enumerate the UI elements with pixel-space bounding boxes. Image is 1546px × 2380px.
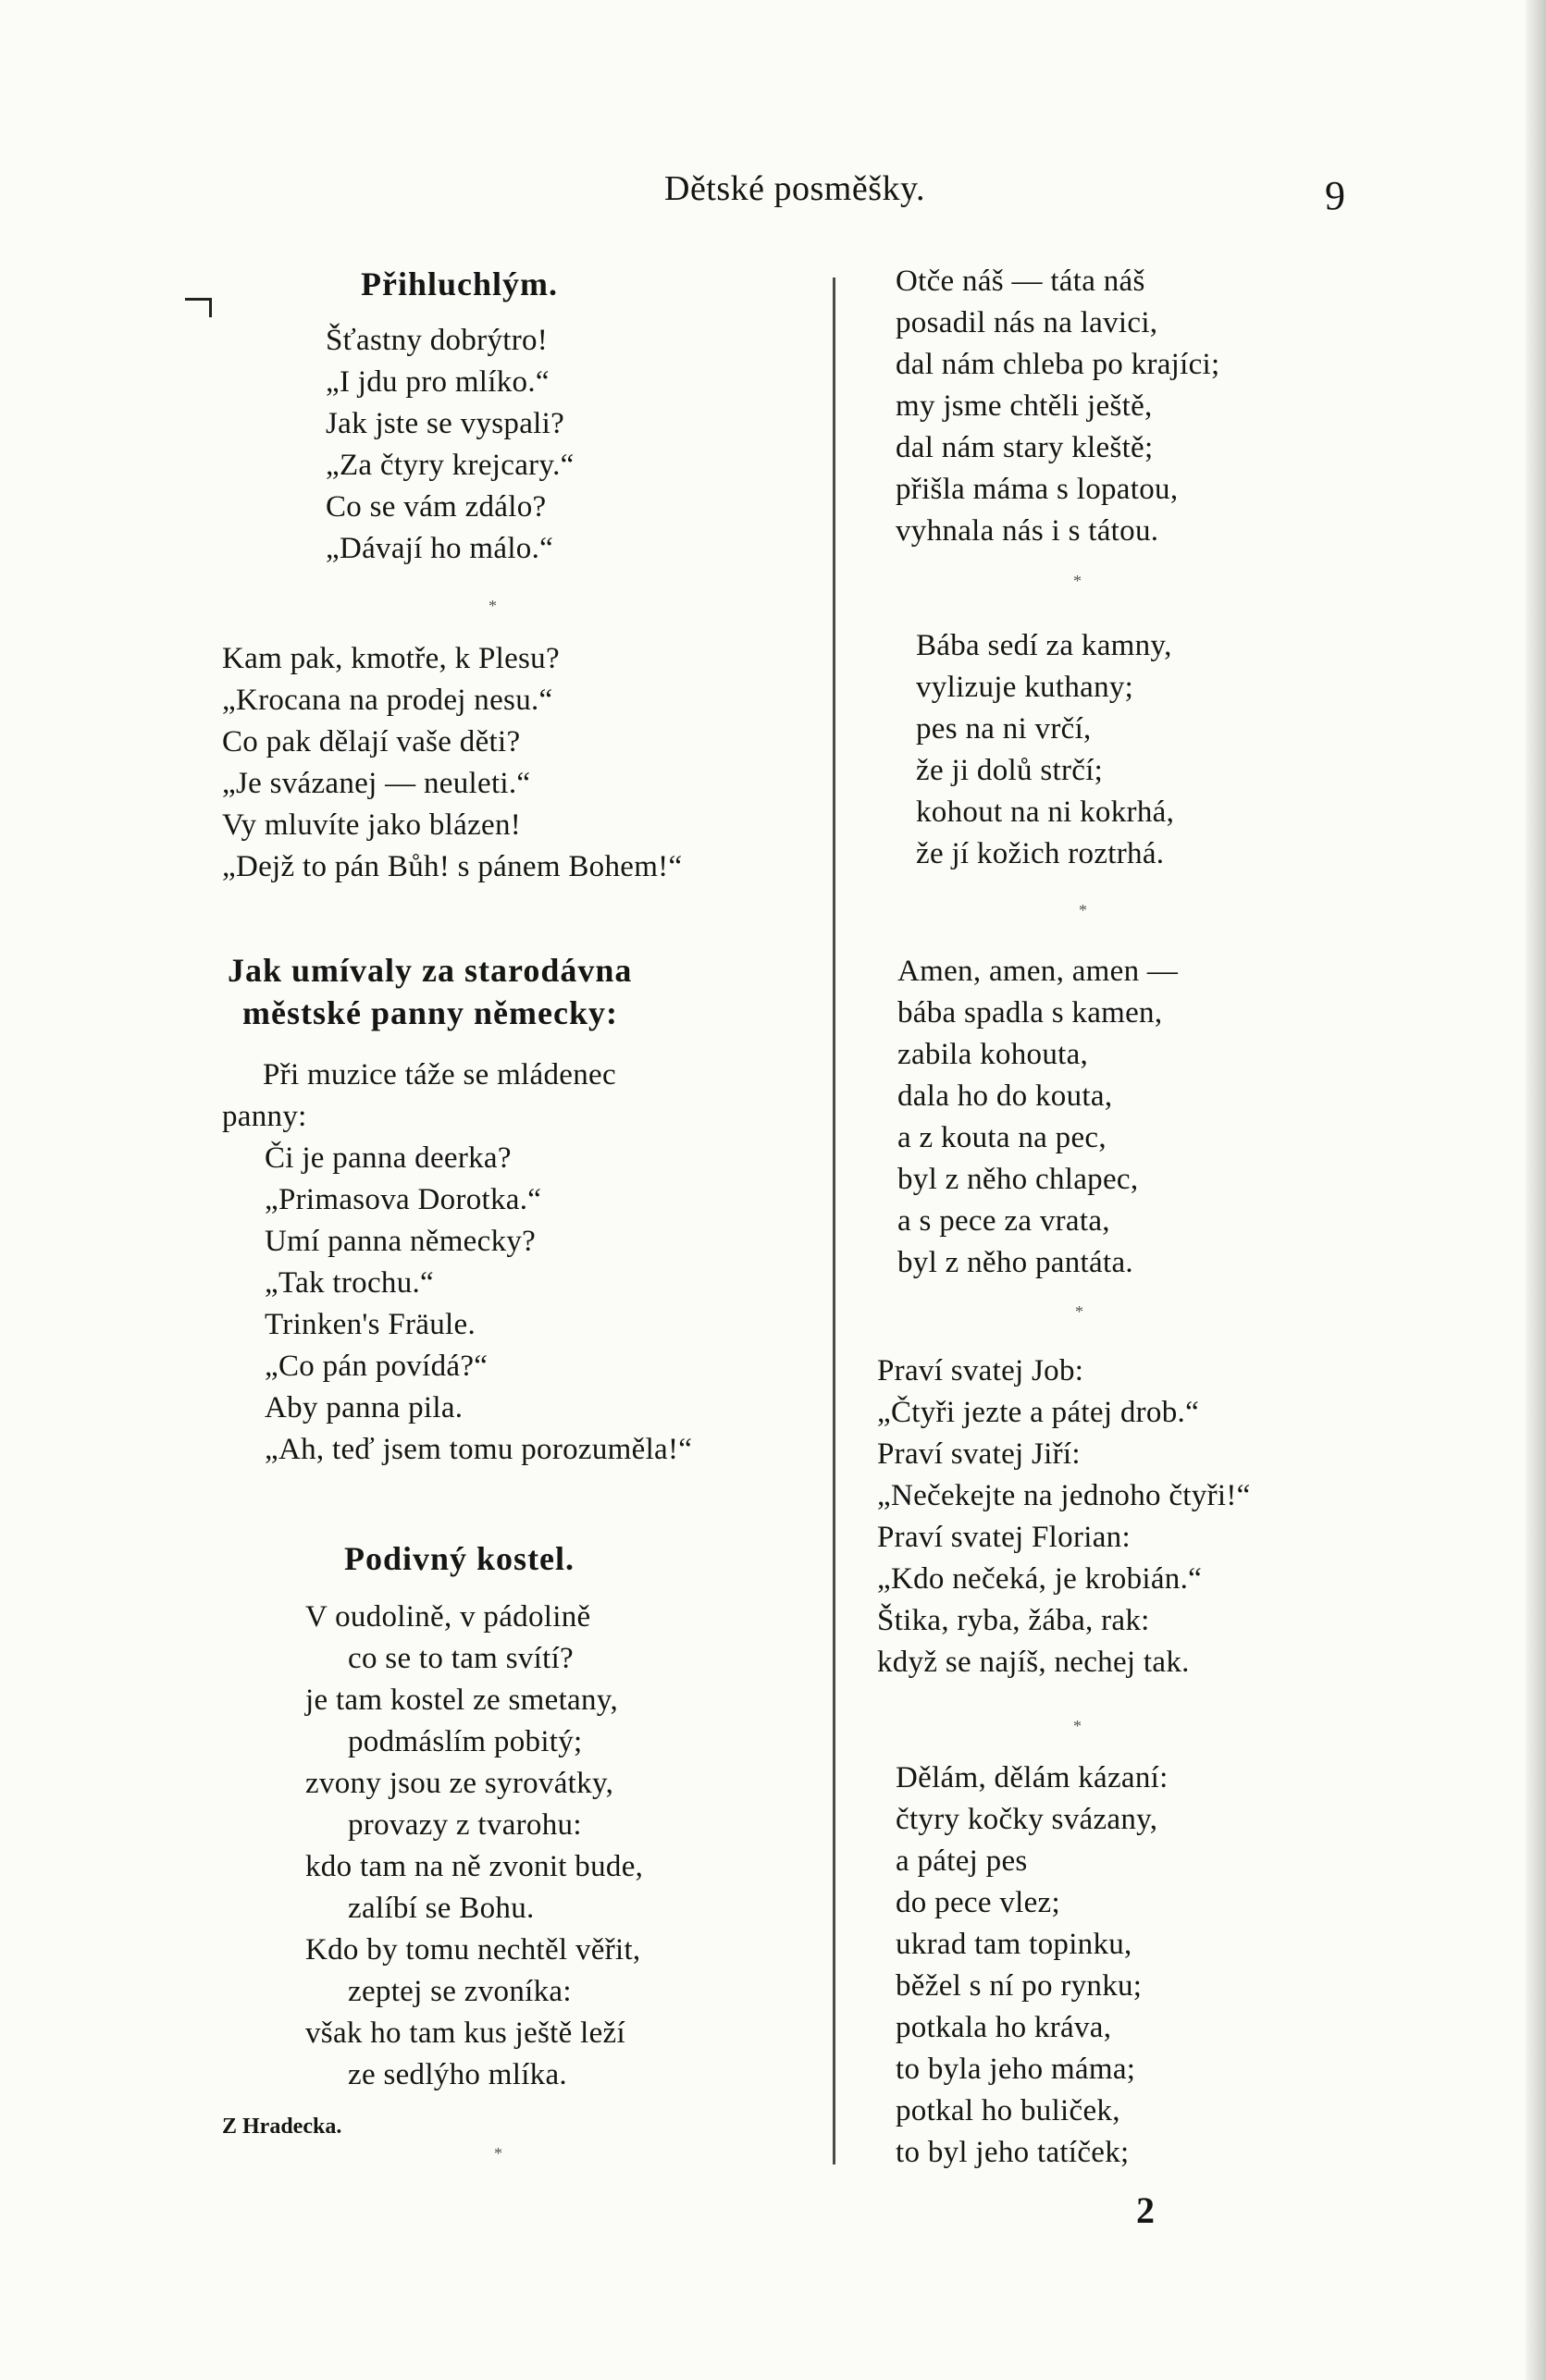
- verse-line: Praví svatej Job:: [877, 1354, 1084, 1387]
- verse-line: „Dávají ho málo.“: [326, 532, 554, 565]
- verse-line: do pece vlez;: [896, 1886, 1060, 1919]
- verse-line: kdo tam na ně zvonit bude,: [305, 1850, 644, 1883]
- verse-line: „Za čtyry krejcary.“: [326, 449, 575, 482]
- verse-line: Šťastny dobrýtro!: [326, 324, 549, 357]
- verse-line: však ho tam kus ještě leží: [305, 2016, 625, 2050]
- right-stanza1: [896, 261, 1220, 552]
- verse-line: potkal ho buliček,: [896, 2094, 1120, 2127]
- verse-line: co se to tam svítí?: [348, 1642, 574, 1675]
- verse-line: Bába sedí za kamny,: [916, 629, 1172, 662]
- verse-line: „Nečekejte na jednoho čtyři!“: [877, 1479, 1251, 1512]
- poem3-lines: [305, 1597, 643, 2096]
- separator-star: *: [494, 2144, 502, 2163]
- right-stanza2: [916, 625, 1174, 875]
- verse-line: čtyry kočky svázany,: [896, 1803, 1158, 1836]
- verse-line: podmáslím pobitý;: [348, 1725, 583, 1758]
- verse-line: dala ho do kouta,: [897, 1079, 1113, 1113]
- separator-star: *: [1079, 901, 1087, 919]
- verse-line: vyhnala nás i s tátou.: [896, 514, 1159, 548]
- verse-line: Otče náš — táta náš: [896, 265, 1145, 298]
- verse-line: „Co pán povídá?“: [265, 1350, 489, 1383]
- poem-title-jak-umivaly-2: městské panny německy:: [242, 994, 618, 1031]
- verse-line: „Čtyři jezte a pátej drob.“: [877, 1396, 1200, 1429]
- verse-line: Trinken's Fräule.: [265, 1308, 476, 1341]
- verse-line: my jsme chtěli ještě,: [896, 389, 1153, 423]
- verse-line: Kam pak, kmotře, k Plesu?: [222, 642, 560, 675]
- verse-line: a s pece za vrata,: [897, 1204, 1110, 1238]
- verse-line: Umí panna německy?: [265, 1225, 537, 1258]
- poem1-stanza2: [222, 638, 682, 888]
- verse-line: to byl jeho tatíček;: [896, 2136, 1130, 2169]
- verse-line: „Dejž to pán Bůh! s pánem Bohem!“: [222, 850, 683, 883]
- verse-line: „Primasova Dorotka.“: [265, 1183, 542, 1216]
- verse-line: zvony jsou ze syrovátky,: [305, 1767, 614, 1800]
- verse-line: Vy mluvíte jako blázen!: [222, 808, 522, 842]
- page-number: 9: [1325, 173, 1345, 218]
- verse-line: Štika, ryba, žába, rak:: [877, 1604, 1150, 1637]
- verse-line: to byla jeho máma;: [896, 2053, 1136, 2086]
- verse-line: dal nám chleba po krajíci;: [896, 348, 1220, 381]
- verse-line: Či je panna deerka?: [265, 1141, 512, 1175]
- verse-line: Aby panna pila.: [265, 1391, 464, 1424]
- verse-line: a pátej pes: [896, 1844, 1028, 1878]
- verse-line: panny:: [222, 1100, 307, 1133]
- verse-line: kohout na ni kokrhá,: [916, 795, 1175, 829]
- verse-line: „Krocana na prodej nesu.“: [222, 684, 553, 717]
- verse-line: Praví svatej Florian:: [877, 1521, 1131, 1554]
- verse-line: provazy z tvarohu:: [348, 1808, 582, 1842]
- source-note: Z Hradecka.: [222, 2115, 342, 2139]
- sheet-signature: 2: [1136, 2189, 1155, 2231]
- right-stanza4: [877, 1350, 1251, 1683]
- verse-line: zeptej se zvoníka:: [348, 1975, 572, 2008]
- verse-line: Co se vám zdálo?: [326, 490, 547, 524]
- separator-star: *: [1073, 572, 1082, 590]
- verse-line: ze sedlýho mlíka.: [348, 2058, 567, 2091]
- separator-star: *: [1075, 1302, 1083, 1321]
- verse-line: byl z něho chlapec,: [897, 1163, 1139, 1196]
- verse-line: vylizuje kuthany;: [916, 671, 1134, 704]
- verse-line: ukrad tam topinku,: [896, 1928, 1132, 1961]
- verse-line: „Je svázanej — neuleti.“: [222, 767, 531, 800]
- separator-star: *: [1073, 1717, 1082, 1735]
- verse-line: dal nám stary kleště;: [896, 431, 1154, 464]
- verse-line: že jí kožich roztrhá.: [916, 837, 1165, 870]
- verse-line: posadil nás na lavici,: [896, 306, 1158, 339]
- column-divider: [833, 277, 835, 2164]
- verse-line: Kdo by tomu nechtěl věřit,: [305, 1933, 641, 1967]
- verse-line: když se najíš, nechej tak.: [877, 1646, 1190, 1679]
- poem1-stanza1: [326, 320, 575, 570]
- verse-line: pes na ni vrčí,: [916, 712, 1092, 746]
- poem-title-jak-umivaly-1: Jak umívaly za starodávna: [228, 952, 633, 989]
- right-stanza3: [897, 951, 1178, 1284]
- verse-line: že ji dolů strčí;: [916, 754, 1104, 787]
- separator-star: *: [489, 597, 497, 615]
- verse-line: „I jdu pro mlíko.“: [326, 365, 550, 399]
- verse-line: Amen, amen, amen —: [897, 955, 1179, 988]
- verse-line: běžel s ní po rynku;: [896, 1969, 1143, 2003]
- verse-line: zalíbí se Bohu.: [348, 1892, 535, 1925]
- verse-line: Jak jste se vyspali?: [326, 407, 565, 440]
- margin-mark: [185, 298, 212, 317]
- verse-line: bába spadla s kamen,: [897, 996, 1163, 1030]
- verse-line: přišla máma s lopatou,: [896, 473, 1179, 506]
- page-edge-shadow: [1526, 0, 1546, 2380]
- verse-line: byl z něho pantáta.: [897, 1246, 1133, 1279]
- running-header: Dětské posměšky.: [664, 169, 926, 208]
- poem2-lines: [265, 1138, 692, 1471]
- verse-line: V oudolině, v pádolině: [305, 1600, 591, 1634]
- verse-line: potkala ho kráva,: [896, 2011, 1112, 2044]
- right-stanza5: [896, 1757, 1169, 2174]
- poem-title-prihluchlym: Přihluchlým.: [361, 265, 559, 302]
- verse-line: Praví svatej Jiří:: [877, 1437, 1081, 1471]
- verse-line: a z kouta na pec,: [897, 1121, 1107, 1154]
- verse-line: Při muzice táže se mládenec: [263, 1058, 616, 1091]
- poem2-intro: [222, 1054, 616, 1138]
- verse-line: Co pak dělají vaše děti?: [222, 725, 521, 758]
- verse-line: „Kdo nečeká, je krobián.“: [877, 1562, 1203, 1596]
- verse-line: „Ah, teď jsem tomu porozuměla!“: [265, 1433, 693, 1466]
- verse-line: zabila kohouta,: [897, 1038, 1089, 1071]
- poem-title-podivny-kostel: Podivný kostel.: [344, 1540, 575, 1577]
- verse-line: „Tak trochu.“: [265, 1266, 434, 1300]
- verse-line: je tam kostel ze smetany,: [305, 1683, 618, 1717]
- verse-line: Dělám, dělám kázaní:: [896, 1761, 1169, 1794]
